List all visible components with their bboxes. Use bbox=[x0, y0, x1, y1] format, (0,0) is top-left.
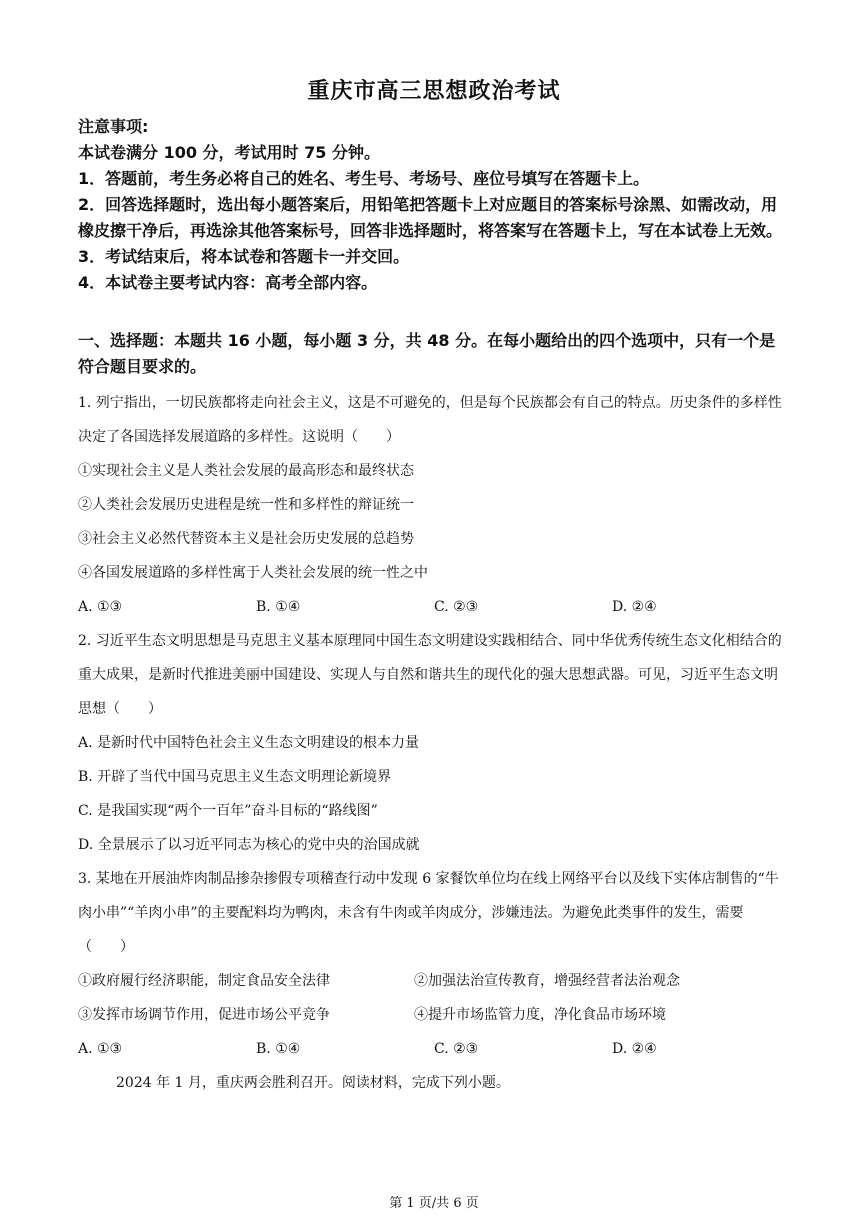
option-d: D. ②④ bbox=[612, 599, 657, 615]
option-a: A. ①③ bbox=[78, 1041, 123, 1057]
page-title: 重庆市高三思想政治考试 bbox=[307, 78, 561, 104]
question-3-statement: ②加强法治宣传教育，增强经营者法治观念 bbox=[414, 973, 680, 989]
instruction-item: 4．本试卷主要考试内容：高考全部内容。 bbox=[78, 273, 378, 292]
material-intro: 2024 年 1 月，重庆两会胜利召开。阅读材料，完成下列小题。 bbox=[116, 1075, 510, 1091]
question-1-statement: ③社会主义必然代替资本主义是社会历史发展的总趋势 bbox=[78, 531, 414, 547]
section-heading: 一、选择题：本题共 16 小题，每小题 3 分，共 48 分。在每小题给出的四个选项中，只有一个是符合题目要求的。 bbox=[78, 331, 776, 376]
question-1-options bbox=[78, 590, 790, 624]
question-3-statements-row bbox=[78, 998, 790, 1032]
option-b: B. ①④ bbox=[256, 599, 301, 615]
question-3-statement: ①政府履行经济职能，制定食品安全法律 bbox=[78, 973, 330, 989]
question-3-statement: ③发挥市场调节作用，促进市场公平竞争 bbox=[78, 1007, 330, 1023]
question-3-statements-row bbox=[78, 964, 790, 998]
option-b: B. ①④ bbox=[256, 1041, 301, 1057]
question-2-stem: 2. 习近平生态文明思想是马克思主义基本原理同中国生态文明建设实践相结合、同中华优秀传统生态文化相结合的重大成果，是新时代推进美丽中国建设、实现人与自然和谐共生的现代化的强大思想武器。可见，习近平生态文明思想（ ） bbox=[78, 633, 782, 717]
option-d: D. ②④ bbox=[612, 1041, 657, 1057]
question-1-statement: ①实现社会主义是人类社会发展的最高形态和最终状态 bbox=[78, 463, 414, 479]
option-c: C. ②③ bbox=[434, 1041, 479, 1057]
question-1-stem: 1. 列宁指出，一切民族都将走向社会主义，这是不可避免的，但是每个民族都会有自己的特点。历史条件的多样性决定了各国选择发展道路的多样性。这说明（ ） bbox=[78, 395, 782, 445]
instructions-intro: 本试卷满分 100 分，考试用时 75 分钟。 bbox=[78, 143, 380, 162]
instruction-item: 2．回答选择题时，选出每小题答案后，用铅笔把答题卡上对应题目的答案标号涂黑、如需改动，用橡皮擦干净后，再选涂其他答案标号，回答非选择题时，将答案写在答题卡上，写在本试卷上无效。 bbox=[78, 195, 783, 240]
instructions bbox=[78, 114, 790, 296]
question-3-stem: 3. 某地在开展油炸肉制品掺杂掺假专项稽查行动中发现 6 家餐饮单位均在线上网络平台以及线下实体店制售的“牛肉小串”“羊肉小串”的主要配料均为鸭肉，未含有牛肉或羊肉成分，涉嫌违法。为避免此类事件的发生，需要（ ） bbox=[78, 871, 779, 955]
question-1-statement: ④各国发展道路的多样性寓于人类社会发展的统一性之中 bbox=[78, 565, 428, 581]
option-b: B. 开辟了当代中国马克思主义生态文明理论新境界 bbox=[78, 769, 392, 785]
instructions-heading: 注意事项: bbox=[78, 117, 149, 136]
question-3-statement: ④提升市场监管力度，净化食品市场环境 bbox=[414, 1007, 666, 1023]
instruction-item: 3．考试结束后，将本试卷和答题卡一并交回。 bbox=[78, 247, 410, 266]
option-a: A. 是新时代中国特色社会主义生态文明建设的根本力量 bbox=[78, 735, 420, 751]
option-c: C. ②③ bbox=[434, 599, 479, 615]
questions bbox=[78, 386, 790, 1100]
instruction-item: 1．答题前，考生务必将自己的姓名、考生号、考场号、座位号填写在答题卡上。 bbox=[78, 169, 650, 188]
option-c: C. 是我国实现“两个一百年”奋斗目标的“路线图” bbox=[78, 803, 378, 819]
page-footer: 第 1 页/共 6 页 bbox=[389, 1196, 479, 1211]
question-3-options bbox=[78, 1032, 790, 1066]
option-d: D. 全景展示了以习近平同志为核心的党中央的治国成就 bbox=[78, 837, 420, 853]
question-1-statement: ②人类社会发展历史进程是统一性和多样性的辩证统一 bbox=[78, 497, 414, 513]
option-a: A. ①③ bbox=[78, 599, 123, 615]
